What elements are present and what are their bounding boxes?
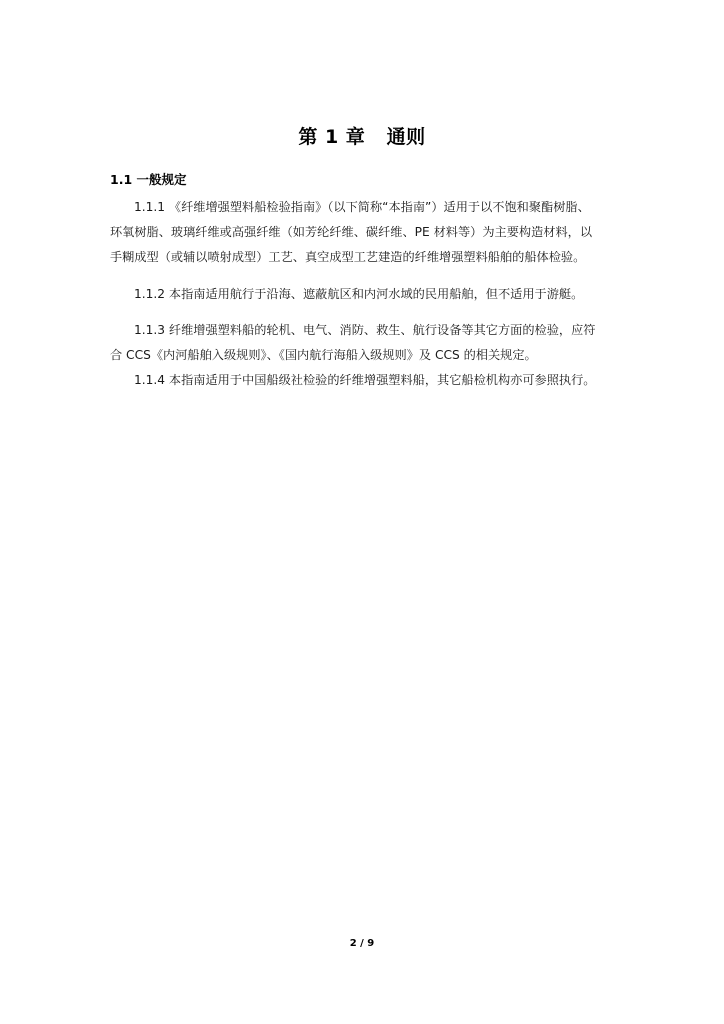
paragraph-line: 合 CCS《内河船舶入级规则》、《国内航行海船入级规则》及 CCS 的相关规定。 [110,348,537,362]
paragraph-line: 1.1.3 纤维增强塑料船的轮机、电气、消防、救生、航行设备等其它方面的检验，应符 [134,323,596,337]
chapter-title: 第 1 章 通则 [298,126,426,148]
paragraph-line: 1.1.1 《纤维增强塑料船检验指南》（以下简称“本指南”）适用于以不饱和聚酯树脂、 [134,200,590,214]
paragraph-1-1-2 [110,282,614,307]
paragraph-line: 手糊成型（或辅以喷射成型）工艺、真空成型工艺建造的纤维增强塑料船舶的船体检验。 [110,250,586,264]
paragraph-line: 环氧树脂、玻璃纤维或高强纤维（如芳纶纤维、碳纤维、PE 材料等）为主要构造材料，以 [110,225,593,239]
paragraph-line: 1.1.2 本指南适用航行于沿海、遮蔽航区和内河水域的民用船舶，但不适用于游艇。 [134,287,584,301]
paragraph-1-1-1 [110,195,614,270]
page-number: 2 / 9 [349,938,375,949]
section-heading: 1.1 一般规定 [110,172,187,187]
paragraph-1-1-3 [110,318,614,368]
paragraph-line: 1.1.4 本指南适用于中国船级社检验的纤维增强塑料船，其它船检机构亦可参照执行。 [134,373,596,387]
paragraph-1-1-4 [110,368,614,393]
